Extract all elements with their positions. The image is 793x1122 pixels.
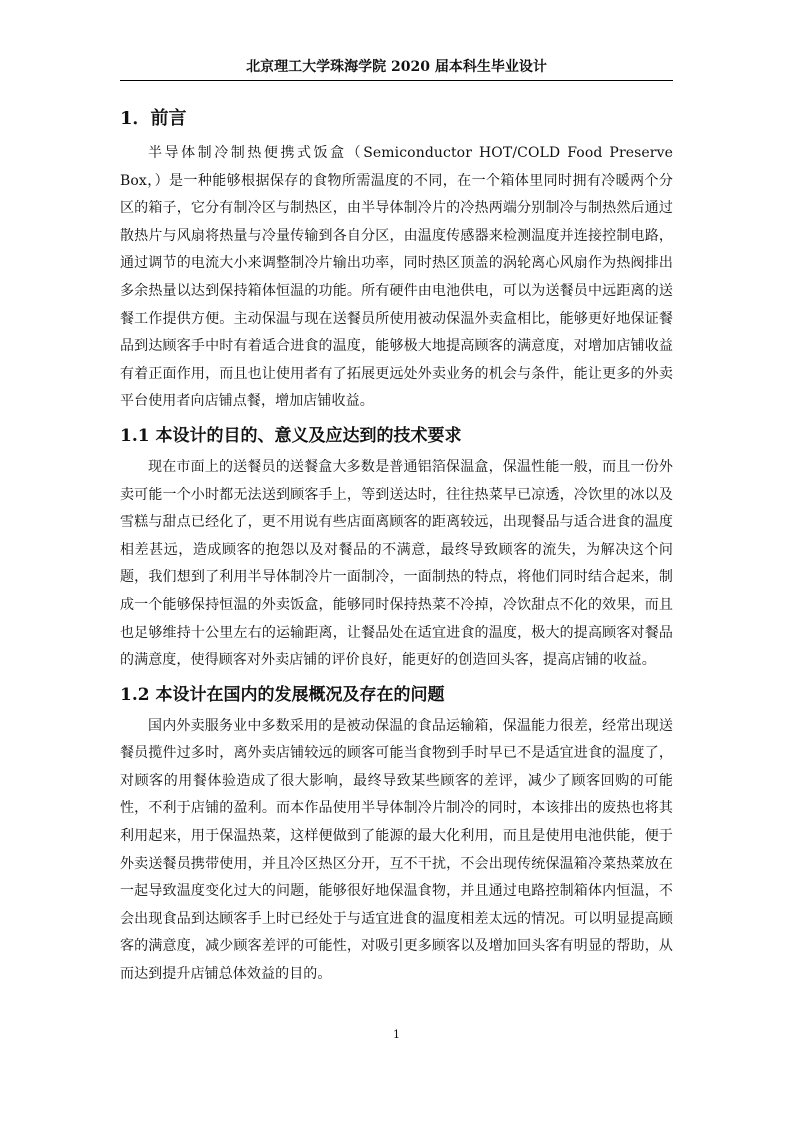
subsection-paragraph-1-2: 国内外卖服务业中多数采用的是被动保温的食品运输箱，保温能力很差，经常出现送餐员揽件过多时，离外卖店铺较远的顾客可能当食物到手时早已不是适宜进食的温度了，对顾客的用餐体验造成了很大影响，最终导致某些顾客的差评，减少了顾客回购的可能性，不利于店铺的盈利。而本作品使用半导体制冷片制冷的同时，本该排出的废热也将其利用起来，用于保温热菜，这样便做到了能源的最大化利用，而且是使用电池供能，便于外卖送餐员携带使用，并且冷区热区分开，互不干扰，不会出现传统保温箱冷菜热菜放在一起导致温度变化过大的问题，能够很好地保温食物，并且通过电路控制箱体内恒温，不会出现食品到达顾客手上时已经处于与适宜进食的温度相差太远的情况。可以明显提高顾客的满意度，减少顾客差评的可能性，对吸引更多顾客以及增加回头客有明显的帮助，从而达到提升店铺总体效益的目的。: [120, 717, 673, 983]
header-rule: [120, 80, 673, 81]
body-content: [120, 104, 673, 989]
section-title: 1．前言: [120, 108, 187, 129]
running-header: 北京理工大学珠海学院 2020 届本科生毕业设计: [246, 59, 547, 75]
subsection-paragraph-1-1: 现在市面上的送餐员的送餐盒大多数是普通铝箔保温盒，保温性能一般，而且一份外卖可能一个小时都无法送到顾客手上，等到送达时，往往热菜早已凉透，冷饮里的冰以及雪糕与甜点已经化了，更不用说有些店面离顾客的距离较远，出现餐品与适合进食的温度相差甚远，造成顾客的抱怨以及对餐品的不满意，最终导致顾客的流失，为解决这个问题，我们想到了利用半导体制冷片一面制冷，一面制热的特点，将他们同时结合起来，制成一个能够保持恒温的外卖饭盒，能够同时保持热菜不冷掉，冷饮甜点不化的效果，而且也足够维持十公里左右的运输距离，让餐品处在适宜进食的温度，极大的提高顾客对餐品的满意度，使得顾客对外卖店铺的评价良好，能更好的创造回头客，提高店铺的收益。: [120, 458, 673, 669]
section-paragraph: 半导体制冷制热便携式饭盒（Semiconductor HOT/COLD Food Preserve Box，）是一种能够根据保存的食物所需温度的不同，在一个箱体里同时拥有冷暖两个分区的箱子，它分有制冷区与制热区，由半导体制冷片的冷热两端分别制冷与制热然后通过散热片与风扇将热量与冷量传输到各自分区，由温度传感器来检测温度并连接控制电路，通过调节的电流大小来调整制冷片输出功率，同时热区顶盖的涡轮离心风扇作为热阀排出多余热量以达到保持箱体恒温的功能。所有硬件由电池供电，可以为送餐员中远距离的送餐工作提供方便。主动保温与现在送餐员所使用被动保温外卖盒相比，能够更好地保证餐品到达顾客手中时有着适合进食的温度，能够极大地提高顾客的满意度，对增加店铺收益有着正面作用，而且也让使用者有了拓展更远处外卖业务的机会与条件，能让更多的外卖平台使用者向店铺点餐，增加店铺收益。: [120, 145, 673, 410]
page-number: 1: [393, 1028, 400, 1041]
subsection-title-1-2: 1.2 本设计在国内的发展概况及存在的问题: [120, 684, 445, 705]
subsection-title-1-1: 1.1 本设计的目的、意义及应达到的技术要求: [120, 425, 462, 446]
